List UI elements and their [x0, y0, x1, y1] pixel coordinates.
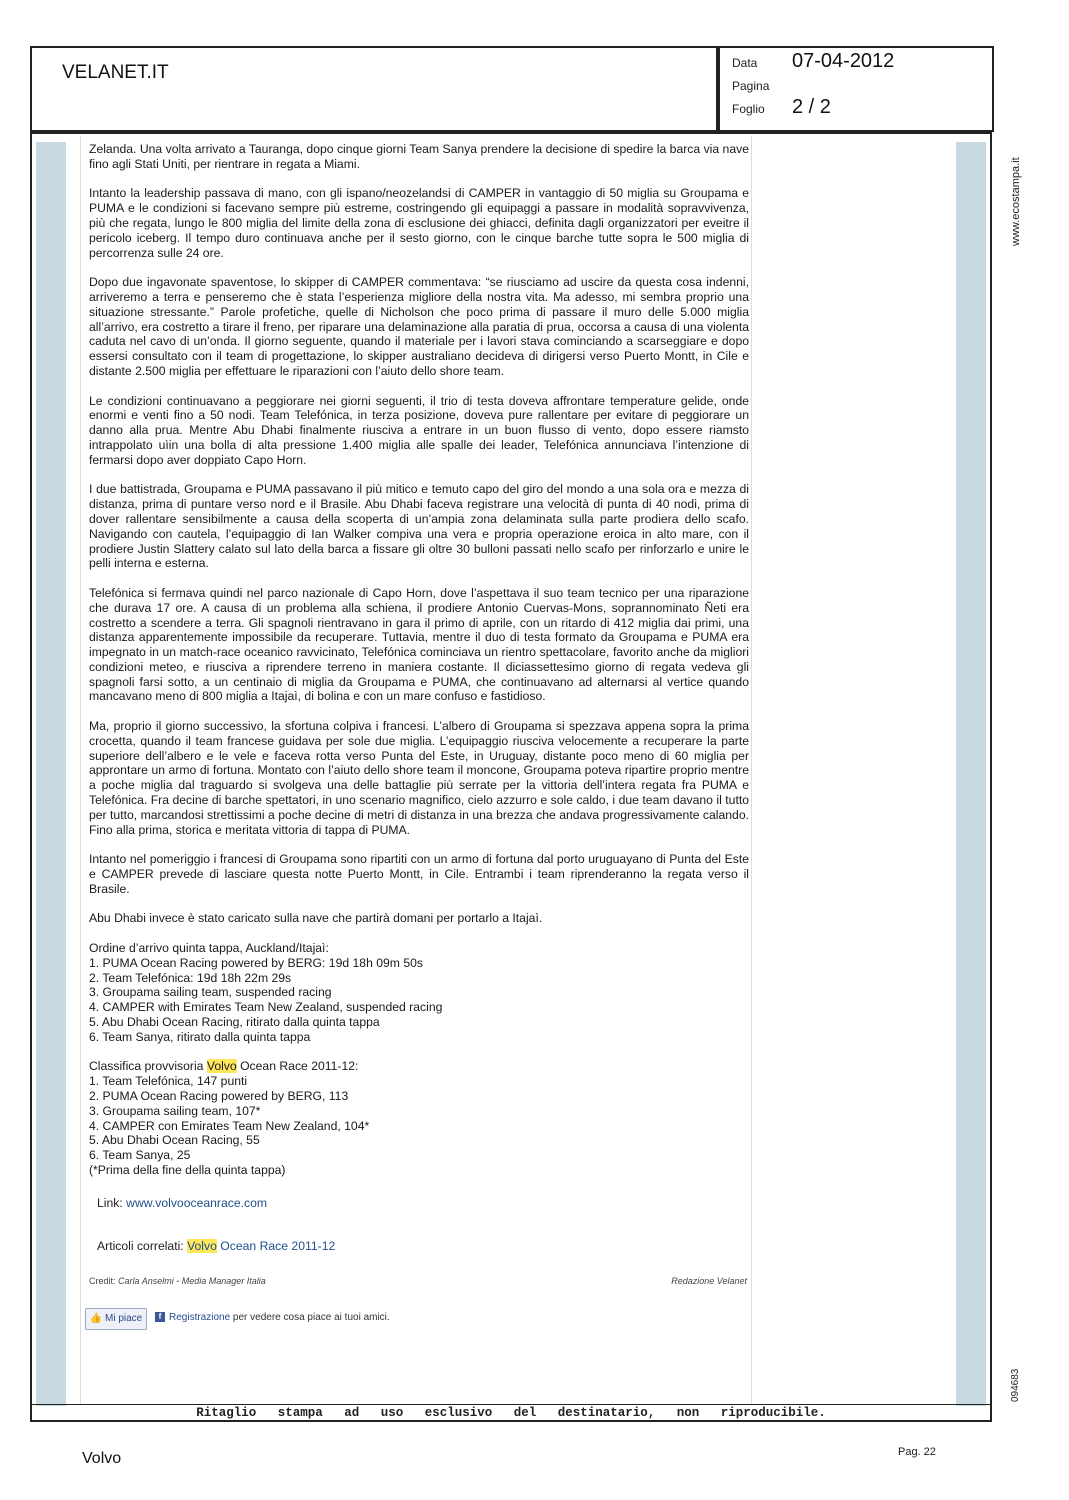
foglio-label: Foglio — [732, 102, 765, 116]
clipping-header — [30, 46, 992, 130]
article-panel — [80, 136, 752, 1405]
source-name: VELANET.IT — [62, 62, 169, 83]
pagina-label: Pagina — [732, 79, 770, 93]
list-item: 4. CAMPER con Emirates Team New Zealand, 104* — [89, 1118, 370, 1133]
link-row — [97, 1196, 267, 1210]
credit-right: Redazione Velanet — [671, 1276, 747, 1286]
source-box — [30, 46, 718, 132]
clipping-frame — [30, 132, 992, 1422]
paragraph: Le condizioni continuavano a peggiorare nei giorni seguenti, il trio di testa doveva affrontare temperature gelide, onde enormi e venti fino a 50 nodi. Team Telefónica, in terza posizione, doveva pure rallentare per evitare di peggiorare un danno alla prua. Mentre Abu Dhabi finalmente riusciva a entrare in un buon flusso di vento, dopo essere riamsto intrappolato uìin una bolla di alta pressione 1.400 miglia alle spalle dei leader, Telefónica annunciava l’intenzione di fermarsi dopo aver doppiato Capo Horn. — [89, 393, 749, 467]
like-button[interactable] — [85, 1308, 147, 1330]
ecostampa-url: www.ecostampa.it — [1010, 157, 1022, 246]
list-item: 2. PUMA Ocean Racing powered by BERG, 113 — [89, 1089, 349, 1103]
link-label: Link: — [97, 1196, 127, 1210]
page-number: Pag. 22 — [898, 1446, 936, 1458]
related-row — [97, 1239, 335, 1253]
standings-list — [89, 1059, 749, 1177]
related-link[interactable] — [187, 1239, 335, 1253]
keyword-label: Volvo — [82, 1450, 122, 1467]
paragraph: Intanto nel pomeriggio i francesi di Groupama sono ripartiti con un armo di fortuna dal porto uruguayano di Punta del Este e CAMPER prevede di lasciare questa notte Puerto Montt, in Cile. Entrambi i team riprenderanno la regata verso il Brasile. — [89, 852, 749, 896]
list-item: 3. Groupama sailing team, suspended racing — [89, 985, 332, 1000]
credit-row — [89, 1276, 747, 1286]
list-item: 2. Team Telefónica: 19d 18h 22m 29s — [89, 970, 292, 985]
standings-title — [89, 1059, 749, 1074]
credit-label: Credit: — [89, 1276, 119, 1286]
volvo-highlight: Volvo — [187, 1239, 217, 1253]
data-value: 07-04-2012 — [792, 50, 895, 72]
list-item: (*Prima della fine della quinta tappa) — [89, 1162, 286, 1177]
list-item: 6. Team Sanya, ritirato dalla quinta tappa — [89, 1029, 311, 1044]
volvo-highlight: Volvo — [206, 1059, 237, 1074]
meta-box — [718, 46, 994, 132]
standings-prefix: Classifica provvisoria — [89, 1059, 207, 1074]
thumbs-up-icon: 👍 — [89, 1313, 103, 1324]
related-link-text: Ocean Race 2011-12 — [216, 1239, 336, 1253]
reproduction-notice: Ritaglio stampa ad uso esclusivo del destinatario, non riproducibile. — [30, 1404, 992, 1422]
right-band — [956, 142, 986, 1406]
article-body — [89, 142, 749, 1178]
paragraph: Dopo due ingavonate spaventose, lo skipper di CAMPER commentava: “se riusciamo ad uscire da questa cosa indenni, arriveremo a terra e penseremo che è stata l’esperienza migliore della nostra vita. Ma adesso, mi sembra proprio una situazione stressante.” Parole profetiche, quelle di Nicholson che poco prima di passare il muro delle 5.000 miglia all’arrivo, era costretto a tirare il freno, per riparare una delaminazione alla paratia di prua, occorsa a causa di una violenta caduta nel cavo di un’onda. Il giorno seguente, quando il materiale per i lavori stava cominciando a scarseggiare e dopo essersi consultato con il team di progettazione, lo skipper australiano decideva di dirigersi verso Puerto Montt, in Cile e distante 2.500 miglia per effettuare le riparazioni con l’aiuto dello shore team. — [89, 275, 749, 378]
credit-name: Carla Anselmi - Media Manager Italia — [118, 1276, 266, 1286]
paragraph: Telefónica si fermava quindi nel parco nazionale di Capo Horn, dove l’aspettava il suo team tecnico per una riparazione che durava 17 ore. A causa di un problema alla schiena, il prodiere Antonio Cuervas-Mons, soprannominato Ñeti era costretto a scendere a terra. Gli spagnoli rientravano in gara il primo di aprile, con un ritardo di 412 miglia dai primi, una distanza apparentemente impossibile da recuperare. Tuttavia, mentre il duo di testa formato da Groupama e PUMA era impegnato in un match-race oceanico ravvicinato, Telefónica cominciava un rientro spettacolare, favorito anche da migliori condizioni meteo, e riusciva a riprendere terreno in maniera costante. Il diciassettesimo giorno di regata vedeva gli spagnoli farsi sotto, a un centinaio di miglia da Groupama e PUMA, che continuavano ad alternarsi al vertice quando mancavano meno di 800 miglia a Itajaì, di bolina e con un mare confuso e fastidioso. — [89, 585, 749, 704]
paragraph: Zelanda. Una volta arrivato a Tauranga, dopo cinque giorni Team Sanya prendere la decisione di spedire la barca via nave fino agli Stati Uniti, per rientrare in regata a Miami. — [89, 142, 749, 171]
list-item: 1. PUMA Ocean Racing powered by BERG: 19d 18h 09m 50s — [89, 955, 423, 970]
arrivals-title: Ordine d’arrivo quinta tappa, Auckland/Itajaì: — [89, 941, 329, 956]
facebook-icon: f — [155, 1312, 165, 1322]
list-item: 5. Abu Dhabi Ocean Racing, ritirato dalla quinta tappa — [89, 1015, 380, 1030]
paragraph: Ma, proprio il giorno successivo, la sfortuna colpiva i francesi. L’albero di Groupama si spezzava appena sopra la prima crocetta, quando il team francese guidava per sole due miglia. L’equipaggio riusciva velocemente a recuperare la parte superiore dell’albero e le vele e faceva rotta verso Punta del Este, in Uruguay, distante poco meno di 60 miglia per approntare un armo di fortuna. Montato con l’aiuto dello shore team il moncone, Groupama poteva ripartire proprio mentre a poche miglia dal traguardo si svolgeva una delle battaglie più serrate per la vittoria dell’intera regata fra PUMA e Telefónica. Fra decine di barche spettatori, in uno scenario magnifico, cielo azzurro e sole caldo, i due team davano il tutto per tutto, marcandosi strettissimi a poche decine di metri di distanza in una brezza che andava progressivamente calando. Fino alla prima, storica e meritata vittoria di tappa di PUMA. — [89, 719, 749, 837]
like-label: Mi piace — [104, 1313, 143, 1324]
list-item: 3. Groupama sailing team, 107* — [89, 1103, 261, 1118]
left-band — [36, 142, 66, 1406]
paragraph: Abu Dhabi invece è stato caricato sulla nave che partirà domani per portarlo a Itajaì. — [89, 911, 543, 926]
register-link[interactable]: Registrazione — [169, 1312, 231, 1323]
data-label: Data — [732, 56, 758, 70]
register-text: per vedere cosa piace ai tuoi amici. — [230, 1312, 390, 1323]
list-item: 1. Team Telefónica, 147 punti — [89, 1074, 248, 1089]
foglio-value: 2 / 2 — [792, 96, 831, 118]
arrivals-list — [89, 941, 749, 1045]
list-item: 6. Team Sanya, 25 — [89, 1148, 191, 1163]
list-item: 5. Abu Dhabi Ocean Racing, 55 — [89, 1133, 260, 1148]
list-item: 4. CAMPER with Emirates Team New Zealand, suspended racing — [89, 1000, 443, 1015]
paragraph: Intanto la leadership passava di mano, con gli ispano/neozelandsi di CAMPER in vantaggio di 50 miglia su Groupama e PUMA e le condizioni si facevano sempre più estreme, costringendo gli equipaggi a passare in modalità sopravvivenza, più che regata, lungo le 800 miglia del limite della zona di esclusione dei ghiacci, definita dagli organizzatori per eveitre il pericolo iceberg. Il tempo duro continuava anche per il sesto giorno, con le cinque barche tutte sopra le 500 miglia di percorrenza sulle 24 ore. — [89, 186, 749, 260]
paragraph: I due battistrada, Groupama e PUMA passavano il più mitico e temuto capo del giro del mondo a una sola ora e mezza di distanza, prima di puntare verso nord e il Brasile. Abu Dhabi faceva registrare una velocità di punta di 40 nodi, prima di dover rallentare sensibilmente a causa della scoperta di un’ampia zona delaminata sulla parte prodiera dello scafo. Navigando con cautela, l’equipaggio di Ian Walker compiva una vera e propria operazione eroica in alto mare, con il prodiere Justin Slattery calato sul lato della barca a fissare gli oltre 30 bulloni passati nello scafo per rinforzarlo e unire le pelli interna e esterna. — [89, 482, 749, 571]
standings-suffix: Ocean Race 2011-12: — [236, 1059, 359, 1074]
related-label: Articoli correlati: — [97, 1239, 188, 1253]
facebook-row — [155, 1312, 390, 1323]
site-link[interactable]: www.volvooceanrace.com — [126, 1196, 268, 1210]
clipping-code: 094683 — [1010, 1368, 1021, 1402]
